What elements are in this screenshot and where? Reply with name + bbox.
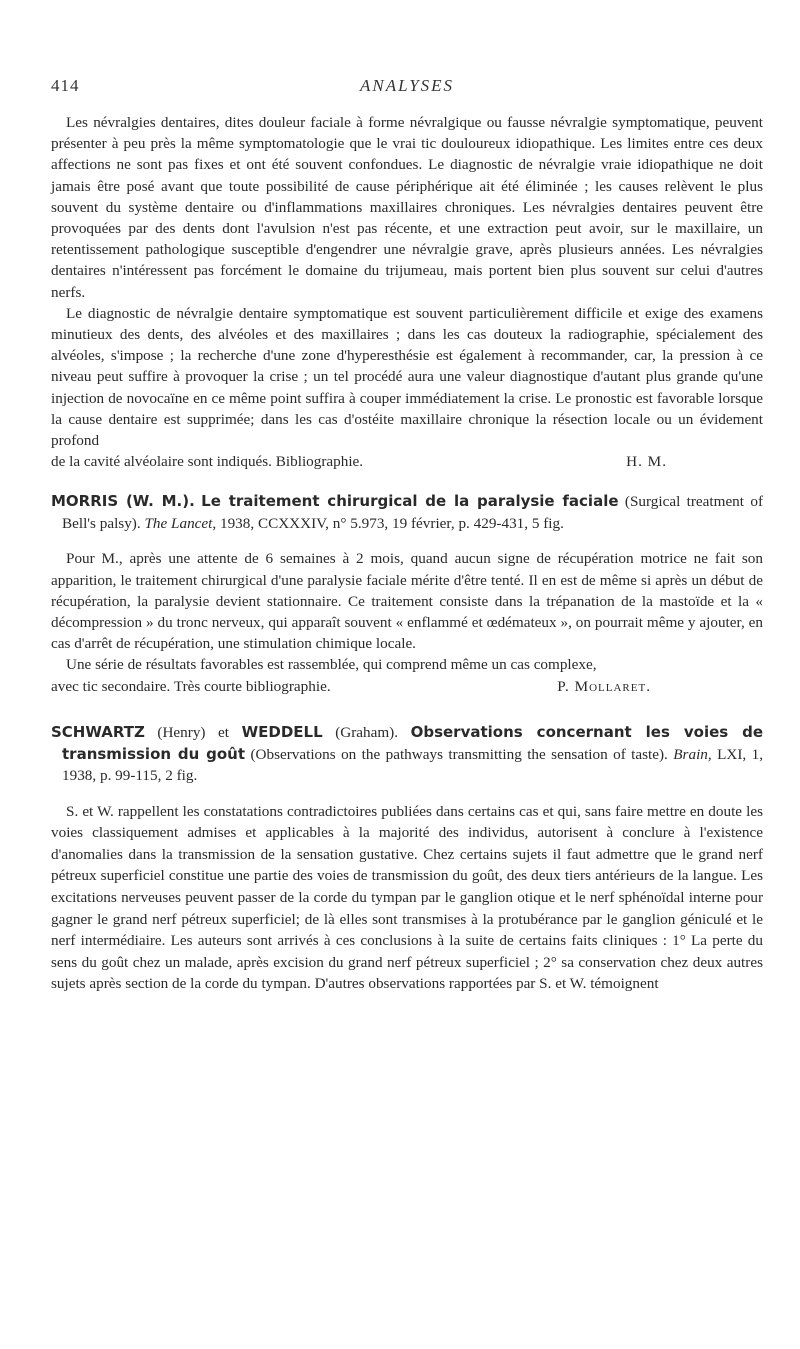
abstract-signature: H. M.	[626, 453, 667, 471]
page-number: 414	[51, 76, 80, 95]
entry-schwartz-title: Observations concernant les voies de transmission du goût	[62, 723, 764, 763]
entry-schwartz-author-1: SCHWARTZ	[51, 723, 145, 742]
entry-morris-signature: P. Mollaret.	[557, 677, 651, 695]
entry-schwartz-citation: LXI, 1, 1938, p. 99-115, 2 fig.	[62, 745, 764, 785]
entry-morris-journal: The Lancet,	[144, 514, 217, 532]
page-body	[51, 112, 763, 995]
abstract-paragraph-1: Les névralgies dentaires, dites douleur faciale à forme névralgique ou fausse névralgie symptomatique, peuvent présenter à peu près la même symptomatologie que le vrai tic douloureux idiopathique. Les limites entre ces deux affections ne sont pas fixes et ont été souvent confondues. Le diagnostic de névralgie vraie idiopathique ne doit jamais être posé avant que toute possibilité de cause périphérique ait été éliminée ; les causes relèvent le plus souvent du système dentaire ou d'inflammations maxillaires chroniques. Les névralgies dentaires peuvent être provoquées par des dents dont l'avulsion n'est pas récente, et une extraction peut avoir, sur le maxillaire, un retentissement pathologique susceptible d'engendrer une névralgie grave, après plusieurs années. Les névralgies dentaires n'intéressent pas forcément le domaine du trijumeau, mais portent bien plus souvent sur celui d'autres nerfs.	[51, 114, 763, 301]
entry-morris-paragraph-2: Une série de résultats favorables est rassemblée, qui comprend même un cas complexe,	[66, 656, 597, 674]
entry-schwartz-paragraph-1: S. et W. rappellent les constatations contradictoires publiées dans certains cas et qui, sans faire mettre en doute les voies classiquement admises et applicables à la majorité des individus, autorisent à conclure à l'existence d'anomalies dans la transmission de la sensation gustative. Chez certains sujets il faut admettre que le grand nerf pétreux superficiel constitue une partie des voies de transmission du goût, des deux tiers antérieurs de la langue. Les excitations nerveuses peuvent passer de la corde du tympan par le ganglion otique et le nerf sphénoïdal interne pour gagner le grand nerf pétreux superficiel; de là elles sont transmises à la protubérance par le ganglion géniculé et le nerf intermédiaire. Les auteurs sont arrivés à ces conclusions à la suite de certains faits cliniques : 1° La perte du sens du goût chez un malade, après excision du grand nerf pétreux superficiel ; 2° sa conservation chez deux autres sujets après section de la corde du tympan. D'autres observations rapportées par S. et W. témoignent	[51, 802, 763, 993]
abstract-paragraph-2-last: de la cavité alvéolaire sont indiqués. Bibliographie.	[51, 453, 364, 471]
entry-morris-citation: 1938, CCXXXIV, n° 5.973, 19 février, p. 429-431, 5 fig.	[219, 514, 564, 532]
entry-morris-closing-line	[51, 676, 763, 698]
entry-morris-paragraph-2-last: avec tic secondaire. Très courte bibliographie.	[51, 677, 331, 695]
entry-schwartz-journal: Brain,	[673, 745, 712, 763]
entry-schwartz-orig-title: (Observations on the pathways transmitting the sensation of taste).	[250, 745, 668, 763]
entry-schwartz-author-2: WEDDELL	[241, 723, 323, 742]
entry-morris-title: Le traitement chirurgical de la paralysie faciale	[201, 492, 619, 511]
entry-morris-orig-title: (Surgical treatment of Bell's palsy).	[62, 493, 764, 532]
page-header	[51, 76, 763, 98]
entry-schwartz-heading	[51, 722, 763, 787]
entry-schwartz-author-2-first: (Graham).	[335, 724, 399, 742]
entry-schwartz	[51, 722, 763, 995]
entry-morris-paragraph-1: Pour M., après une attente de 6 semaines à 2 mois, quand aucun signe de récupération motrice ne fait son apparition, le traitement chirurgical d'une paralysie faciale mérite d'être tenté. Il en est de même si après un début de récupération, la paralysie devient stationnaire. Ce traitement consiste dans la trépanation de la mastoïde et la « décompression » du tronc nerveux, qui apparaît souvent « enflammé et œdémateux », on pourrait même y ajouter, en cas d'arrêt de récupération, une stimulation chimique locale.	[51, 550, 763, 653]
running-title: ANALYSES	[359, 76, 455, 95]
entry-schwartz-author-1-first: (Henry)	[157, 724, 206, 742]
abstract-paragraph-2: Le diagnostic de névralgie dentaire symptomatique est souvent particulièrement difficile et exige des examens minutieux des dents, des alvéoles et des maxillaires ; dans les cas douteux la radiographie, spécialement des alvéoles, s'impose ; la recherche d'une zone d'hyperesthésie est également à recommander, car, la pression à ce niveau peut suffire à provoquer la crise ; un tel procédé aura une valeur diagnostique d'autant plus grande qu'une injection de novocaïne en ce même point suffira à couper immédiatement la crise. Le pronostic est favorable lorsque la cause dentaire est supprimée; dans les cas d'ostéite maxillaire chronique la résection locale ou un évidement profond	[51, 304, 763, 450]
entry-schwartz-conj: et	[218, 724, 230, 742]
abstract-closing-line	[51, 451, 763, 472]
entry-morris	[51, 491, 763, 697]
entry-morris-heading	[51, 491, 763, 534]
entry-morris-author: MORRIS (W. M.).	[51, 492, 195, 511]
